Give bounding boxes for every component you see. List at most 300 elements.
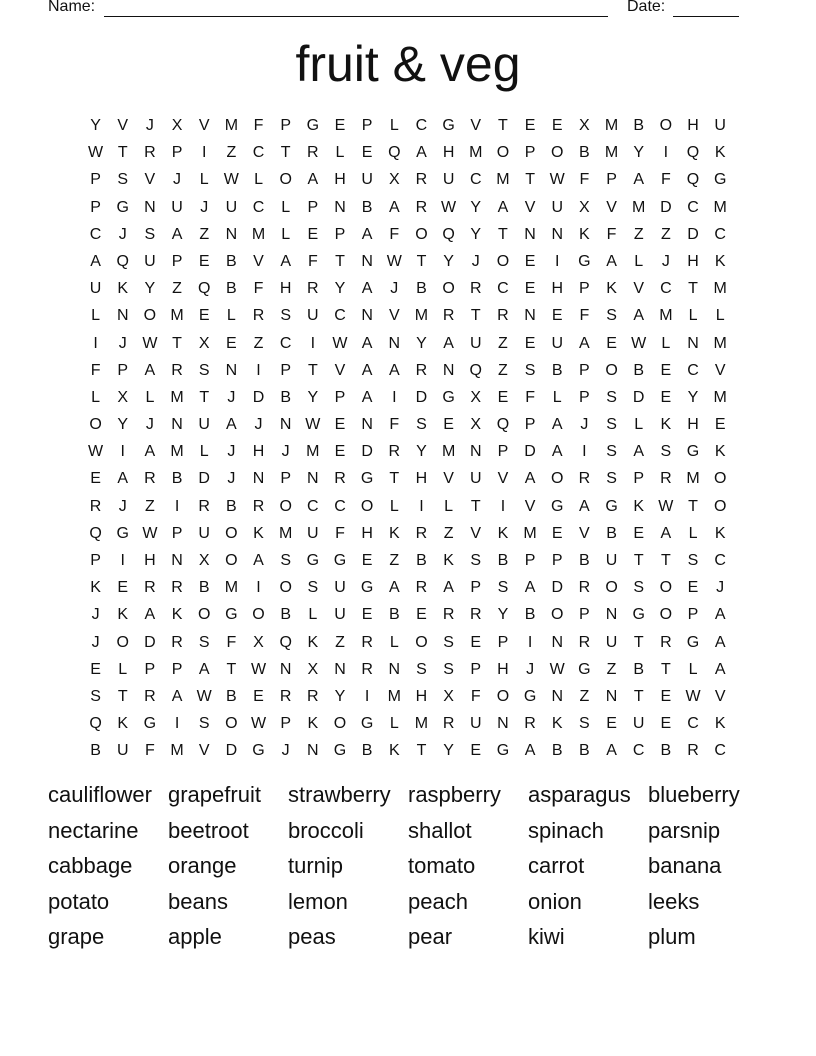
grid-cell: A bbox=[117, 470, 129, 488]
grid-cell: P bbox=[280, 470, 291, 488]
grid-cell: O bbox=[551, 470, 564, 488]
grid-cell: W bbox=[88, 144, 104, 162]
grid-cell: L bbox=[389, 715, 399, 733]
grid-cell: O bbox=[496, 687, 510, 705]
grid-cell: R bbox=[524, 715, 536, 733]
grid-cell: P bbox=[171, 524, 183, 542]
grid-cell: E bbox=[334, 443, 346, 461]
grid-cell: S bbox=[144, 225, 156, 243]
grid-cell: Y bbox=[334, 687, 346, 705]
grid-cell: W bbox=[142, 524, 158, 542]
grid-cell: E bbox=[524, 117, 536, 134]
grid-cell: O bbox=[279, 497, 292, 515]
grid-cell: A bbox=[90, 252, 101, 270]
grid-cell: E bbox=[606, 715, 617, 733]
grid-cell: B bbox=[388, 606, 400, 624]
grid-cell: A bbox=[714, 633, 726, 651]
grid-cell: J bbox=[580, 416, 589, 434]
grid-cell: P bbox=[144, 660, 156, 678]
grid-cell: M bbox=[224, 117, 239, 134]
grid-cell: F bbox=[389, 225, 400, 243]
grid-cell: A bbox=[579, 334, 590, 352]
grid-cell: L bbox=[688, 660, 698, 678]
grid-cell: F bbox=[389, 416, 400, 434]
grid-cell: E bbox=[90, 660, 101, 678]
grid-cell: F bbox=[525, 388, 535, 406]
word-list-item: beetroot bbox=[168, 817, 249, 843]
grid-cell: T bbox=[416, 252, 427, 270]
grid-cell: O bbox=[116, 633, 129, 651]
grid-cell: J bbox=[526, 660, 535, 678]
grid-cell: A bbox=[144, 361, 156, 379]
grid-cell: G bbox=[306, 552, 320, 569]
grid-cell: L bbox=[552, 388, 562, 406]
grid-cell: R bbox=[415, 198, 428, 216]
grid-cell: Y bbox=[633, 144, 645, 162]
grid-cell: B bbox=[90, 742, 101, 760]
grid-cell: R bbox=[171, 633, 183, 651]
word-list-item: peas bbox=[288, 924, 336, 950]
grid-cell: P bbox=[90, 171, 101, 189]
grid-cell: M bbox=[224, 579, 239, 597]
grid-cell: N bbox=[171, 552, 183, 569]
grid-cell: K bbox=[117, 715, 129, 733]
grid-cell: P bbox=[579, 388, 590, 406]
grid-cell: E bbox=[416, 606, 427, 624]
grid-cell: B bbox=[280, 388, 291, 406]
grid-cell: K bbox=[714, 524, 726, 542]
grid-cell: A bbox=[633, 307, 645, 325]
grid-cell: D bbox=[144, 633, 156, 651]
grid-cell: I bbox=[364, 687, 370, 705]
grid-cell: R bbox=[442, 307, 455, 325]
grid-cell: L bbox=[118, 660, 128, 678]
grid-cell: Z bbox=[335, 633, 345, 651]
grid-cell: S bbox=[443, 633, 454, 651]
grid-cell: R bbox=[361, 660, 373, 678]
grid-cell: F bbox=[90, 361, 101, 379]
word-list-item: beans bbox=[168, 888, 228, 914]
grid-cell: F bbox=[253, 117, 264, 134]
grid-cell: Y bbox=[416, 443, 427, 461]
grid-cell: E bbox=[606, 334, 617, 352]
grid-cell: W bbox=[88, 443, 104, 461]
grid-cell: L bbox=[688, 524, 698, 542]
grid-cell: U bbox=[361, 171, 373, 189]
grid-cell: S bbox=[307, 579, 319, 597]
date-label: Date: bbox=[627, 0, 666, 15]
grid-cell: R bbox=[415, 361, 428, 379]
grid-cell: O bbox=[143, 307, 157, 325]
grid-cell: J bbox=[118, 334, 127, 352]
grid-cell: D bbox=[687, 225, 699, 243]
grid-cell: Y bbox=[416, 334, 427, 352]
grid-cell: B bbox=[226, 252, 237, 270]
grid-cell: G bbox=[252, 742, 265, 760]
grid-cell: M bbox=[170, 307, 184, 325]
grid-cell: C bbox=[687, 361, 699, 379]
grid-cell: A bbox=[388, 198, 400, 216]
word-list-item: cabbage bbox=[48, 853, 133, 879]
grid-cell: G bbox=[686, 633, 700, 651]
grid-cell: S bbox=[90, 687, 101, 705]
grid-cell: U bbox=[225, 198, 238, 216]
grid-cell: T bbox=[226, 660, 237, 678]
grid-cell: D bbox=[551, 579, 564, 597]
grid-cell: K bbox=[714, 144, 726, 162]
grid-cell: V bbox=[253, 252, 264, 270]
grid-cell: N bbox=[524, 307, 536, 325]
grid-cell: I bbox=[174, 497, 180, 515]
grid-cell: Q bbox=[89, 524, 102, 542]
grid-cell: R bbox=[361, 633, 373, 651]
grid-cell: A bbox=[551, 416, 563, 434]
grid-cell: I bbox=[527, 633, 533, 651]
grid-cell: H bbox=[279, 280, 292, 298]
word-list bbox=[48, 777, 768, 955]
grid-cell: K bbox=[307, 633, 319, 651]
grid-cell: S bbox=[633, 579, 645, 597]
word-list-item: asparagus bbox=[528, 782, 631, 807]
grid-cell: J bbox=[661, 252, 670, 270]
grid-cell: O bbox=[659, 117, 673, 134]
grid-cell: K bbox=[714, 252, 726, 270]
grid-cell: B bbox=[361, 198, 373, 216]
grid-cell: X bbox=[579, 117, 590, 134]
grid-cell: O bbox=[415, 633, 428, 651]
grid-cell: T bbox=[199, 388, 210, 406]
grid-cell: S bbox=[470, 552, 482, 569]
grid-cell: R bbox=[144, 470, 156, 488]
word-list-item: leeks bbox=[648, 888, 700, 914]
grid-cell: F bbox=[253, 280, 264, 298]
grid-cell: J bbox=[227, 443, 236, 461]
grid-cell: S bbox=[198, 633, 210, 651]
grid-cell: J bbox=[227, 388, 236, 406]
grid-cell: J bbox=[91, 606, 100, 624]
grid-cell: B bbox=[226, 497, 237, 515]
grid-cell: L bbox=[634, 416, 644, 434]
grid-cell: P bbox=[497, 443, 509, 461]
grid-cell: Q bbox=[496, 416, 510, 434]
grid-cell: O bbox=[551, 144, 564, 162]
grid-cell: V bbox=[714, 361, 726, 379]
grid-cell: W bbox=[386, 252, 402, 270]
grid-cell: B bbox=[497, 552, 509, 569]
grid-cell: O bbox=[442, 280, 455, 298]
grid-cell: A bbox=[443, 334, 454, 352]
grid-cell: P bbox=[334, 225, 346, 243]
grid-cell: K bbox=[171, 606, 183, 624]
grid-cell: P bbox=[117, 361, 129, 379]
grid-cell: S bbox=[280, 552, 291, 569]
grid-cell: R bbox=[578, 633, 591, 651]
grid-cell: E bbox=[361, 552, 373, 569]
grid-cell: Z bbox=[579, 687, 590, 705]
word-list-item: cauliflower bbox=[48, 782, 152, 807]
grid-cell: E bbox=[633, 524, 645, 542]
grid-cell: P bbox=[687, 606, 699, 624]
grid-cell: E bbox=[117, 579, 129, 597]
grid-cell: R bbox=[144, 144, 156, 162]
grid-cell: G bbox=[605, 497, 618, 515]
grid-cell: Q bbox=[686, 171, 700, 189]
grid-cell: W bbox=[223, 171, 239, 189]
grid-cell: B bbox=[226, 280, 237, 298]
grid-cell: Y bbox=[497, 606, 509, 624]
grid-cell: K bbox=[443, 552, 454, 569]
grid-cell: Q bbox=[279, 633, 292, 651]
grid-cell: H bbox=[497, 660, 509, 678]
grid-cell: E bbox=[524, 280, 536, 298]
grid-cell: P bbox=[524, 552, 536, 569]
grid-cell: L bbox=[444, 497, 454, 515]
grid-cell: R bbox=[252, 497, 265, 515]
grid-cell: N bbox=[252, 470, 265, 488]
grid-cell: B bbox=[633, 117, 645, 134]
grid-cell: O bbox=[551, 606, 564, 624]
grid-cell: L bbox=[145, 388, 155, 406]
grid-cell: U bbox=[632, 715, 645, 733]
grid-cell: C bbox=[334, 497, 346, 515]
grid-cell: S bbox=[280, 307, 291, 325]
grid-cell: N bbox=[361, 252, 373, 270]
grid-cell: E bbox=[660, 715, 672, 733]
grid-cell: P bbox=[579, 361, 590, 379]
grid-cell: Q bbox=[442, 225, 455, 243]
grid-cell: C bbox=[279, 334, 292, 352]
grid-cell: N bbox=[334, 660, 346, 678]
word-list-item: grape bbox=[48, 924, 105, 950]
grid-cell: U bbox=[89, 280, 102, 298]
grid-cell: Y bbox=[90, 117, 101, 134]
word-list-item: broccoli bbox=[288, 817, 364, 843]
grid-cell: G bbox=[360, 715, 374, 733]
grid-cell: M bbox=[713, 198, 727, 216]
grid-cell: M bbox=[713, 388, 727, 406]
grid-cell: N bbox=[116, 307, 129, 325]
grid-cell: O bbox=[415, 225, 428, 243]
grid-cell: A bbox=[226, 416, 237, 434]
word-list-item: shallot bbox=[408, 817, 472, 843]
grid-cell: V bbox=[144, 171, 156, 189]
grid-cell: A bbox=[633, 443, 645, 461]
grid-cell: K bbox=[633, 497, 645, 515]
grid-cell: N bbox=[225, 361, 238, 379]
grid-cell: W bbox=[631, 334, 647, 352]
grid-cell: J bbox=[118, 497, 127, 515]
grid-cell: V bbox=[198, 117, 210, 134]
grid-cell: S bbox=[606, 307, 617, 325]
grid-cell: G bbox=[360, 470, 374, 488]
grid-cell: A bbox=[606, 742, 617, 760]
word-list-item: nectarine bbox=[48, 817, 139, 843]
grid-cell: E bbox=[714, 416, 726, 434]
grid-cell: P bbox=[606, 171, 617, 189]
grid-cell: X bbox=[443, 687, 454, 705]
grid-cell: J bbox=[281, 742, 290, 760]
grid-cell: L bbox=[661, 334, 671, 352]
grid-cell: Y bbox=[470, 225, 482, 243]
grid-cell: E bbox=[470, 742, 482, 760]
grid-cell: P bbox=[171, 660, 183, 678]
grid-cell: E bbox=[660, 361, 672, 379]
grid-cell: H bbox=[687, 117, 699, 134]
grid-cell: O bbox=[225, 524, 238, 542]
grid-cell: G bbox=[686, 443, 700, 461]
grid-cell: R bbox=[89, 497, 102, 515]
grid-cell: H bbox=[334, 171, 346, 189]
word-list-item: plum bbox=[648, 924, 696, 950]
grid-cell: M bbox=[279, 524, 293, 542]
grid-cell: R bbox=[307, 687, 319, 705]
grid-cell: Y bbox=[144, 280, 156, 298]
grid-cell: L bbox=[281, 225, 291, 243]
grid-cell: E bbox=[497, 388, 509, 406]
grid-cell: C bbox=[632, 742, 645, 760]
grid-cell: W bbox=[549, 660, 565, 678]
grid-cell: R bbox=[415, 524, 428, 542]
grid-cell: G bbox=[333, 742, 347, 760]
word-list-item: onion bbox=[528, 888, 582, 914]
grid-cell: I bbox=[582, 443, 587, 461]
grid-cell: O bbox=[496, 252, 510, 270]
grid-cell: Q bbox=[197, 280, 211, 298]
grid-cell: M bbox=[441, 443, 456, 461]
grid-cell: V bbox=[524, 198, 536, 216]
grid-cell: R bbox=[144, 579, 156, 597]
grid-cell: L bbox=[91, 307, 101, 325]
grid-cell: P bbox=[579, 280, 590, 298]
grid-cell: E bbox=[687, 579, 699, 597]
grid-cell: M bbox=[387, 687, 401, 705]
grid-cell: B bbox=[606, 524, 617, 542]
grid-cell: R bbox=[578, 470, 591, 488]
grid-cell: X bbox=[470, 388, 482, 406]
grid-cell: M bbox=[251, 225, 266, 243]
grid-cell: Z bbox=[633, 225, 644, 243]
grid-cell: U bbox=[551, 198, 564, 216]
grid-cell: D bbox=[225, 742, 238, 760]
grid-cell: J bbox=[145, 117, 154, 134]
grid-cell: A bbox=[361, 388, 373, 406]
grid-cell: G bbox=[442, 388, 455, 406]
word-list-item: peach bbox=[408, 888, 468, 914]
word-list-item: strawberry bbox=[288, 782, 391, 807]
grid-cell: U bbox=[116, 742, 129, 760]
grid-cell: U bbox=[198, 524, 210, 542]
grid-cell: U bbox=[714, 117, 726, 134]
grid-cell: L bbox=[389, 497, 399, 515]
grid-cell: M bbox=[170, 742, 184, 760]
grid-cell: N bbox=[442, 361, 455, 379]
grid-cell: Q bbox=[116, 252, 129, 270]
grid-cell: O bbox=[713, 470, 727, 488]
grid-cell: Z bbox=[145, 497, 155, 515]
grid-cell: S bbox=[416, 660, 427, 678]
grid-cell: G bbox=[360, 579, 374, 597]
grid-cell: N bbox=[307, 742, 319, 760]
grid-cell: G bbox=[333, 552, 347, 569]
grid-cell: T bbox=[633, 687, 644, 705]
grid-cell: A bbox=[171, 225, 183, 243]
grid-cell: B bbox=[416, 280, 427, 298]
grid-cell: A bbox=[280, 252, 291, 270]
word-list-item: blueberry bbox=[648, 782, 740, 807]
grid-cell: L bbox=[91, 388, 101, 406]
grid-cell: V bbox=[117, 117, 129, 134]
word-list-item: carrot bbox=[528, 853, 585, 879]
grid-cell: U bbox=[144, 252, 156, 270]
grid-cell: O bbox=[360, 497, 374, 515]
grid-cell: L bbox=[634, 252, 644, 270]
grid-cell: A bbox=[714, 606, 726, 624]
grid-cell: V bbox=[524, 497, 536, 515]
grid-cell: M bbox=[713, 280, 727, 298]
grid-cell: S bbox=[687, 552, 699, 569]
grid-cell: S bbox=[198, 715, 210, 733]
grid-cell: Y bbox=[443, 252, 454, 270]
grid-cell: D bbox=[415, 388, 428, 406]
grid-cell: R bbox=[144, 687, 156, 705]
grid-cell: U bbox=[469, 715, 482, 733]
grid-cell: K bbox=[551, 715, 563, 733]
grid-cell: U bbox=[171, 198, 183, 216]
grid-cell: R bbox=[660, 470, 672, 488]
grid-cell: T bbox=[389, 470, 400, 488]
word-list-item: parsnip bbox=[648, 817, 721, 843]
grid-cell: E bbox=[524, 252, 536, 270]
grid-cell: W bbox=[250, 715, 267, 733]
grid-cell: R bbox=[252, 307, 265, 325]
grid-cell: O bbox=[333, 715, 347, 733]
grid-cell: O bbox=[252, 606, 265, 624]
grid-cell: C bbox=[660, 280, 672, 298]
grid-cell: I bbox=[419, 497, 424, 515]
grid-cell: E bbox=[361, 144, 373, 162]
word-list-item: turnip bbox=[288, 853, 344, 879]
grid-cell: K bbox=[253, 524, 264, 542]
grid-cell: U bbox=[442, 171, 455, 189]
grid-cell: B bbox=[633, 361, 645, 379]
grid-cell: G bbox=[632, 606, 645, 624]
grid-cell: P bbox=[470, 579, 482, 597]
grid-cell: L bbox=[199, 171, 209, 189]
grid-cell: T bbox=[633, 633, 644, 651]
grid-cell: N bbox=[551, 687, 564, 705]
grid-cell: Y bbox=[687, 388, 699, 406]
grid-cell: D bbox=[252, 388, 265, 406]
grid-cell: N bbox=[388, 334, 401, 352]
grid-cell: P bbox=[361, 117, 373, 134]
grid-cell: B bbox=[579, 144, 590, 162]
grid-cell: S bbox=[198, 361, 210, 379]
grid-cell: I bbox=[93, 334, 98, 352]
grid-cell: H bbox=[687, 252, 699, 270]
grid-cell: S bbox=[606, 388, 617, 406]
grid-cell: E bbox=[90, 470, 101, 488]
grid-cell: R bbox=[442, 606, 455, 624]
grid-cell: B bbox=[551, 742, 563, 760]
grid-cell: F bbox=[145, 742, 155, 760]
grid-cell: X bbox=[198, 552, 210, 569]
grid-cell: Z bbox=[498, 361, 508, 379]
grid-cell: C bbox=[415, 117, 428, 134]
grid-cell: M bbox=[170, 388, 184, 406]
grid-cell: Y bbox=[334, 280, 346, 298]
grid-cell: B bbox=[226, 687, 237, 705]
grid-cell: X bbox=[388, 171, 400, 189]
